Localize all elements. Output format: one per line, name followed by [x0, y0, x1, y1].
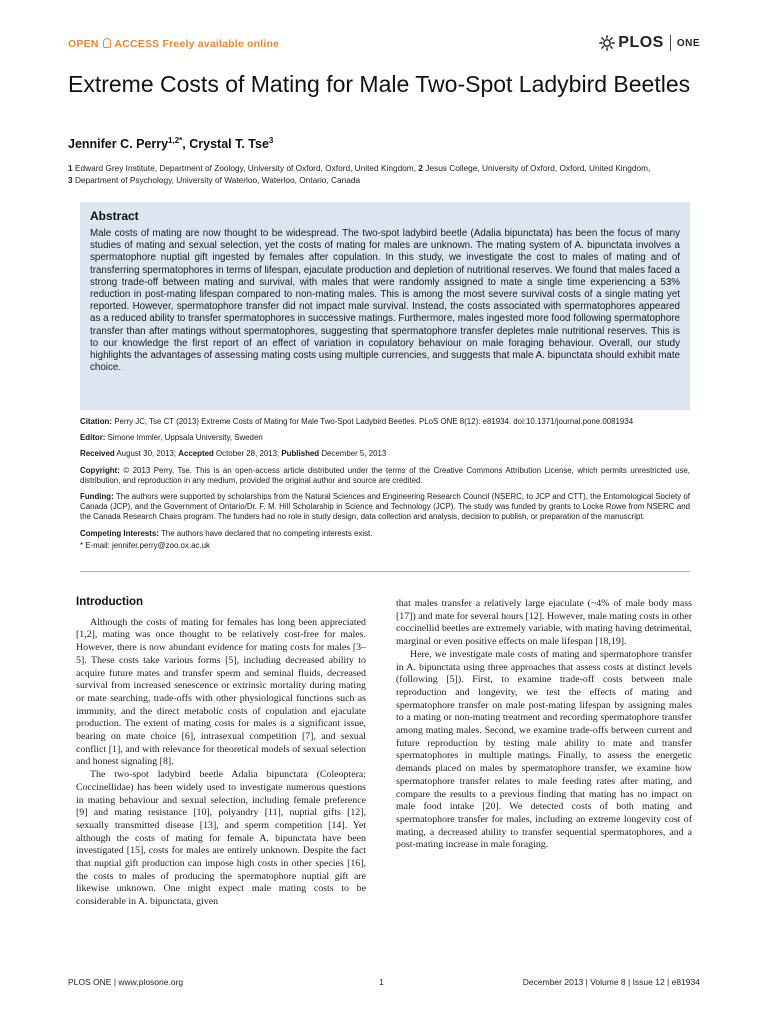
open-lock-icon — [103, 38, 111, 48]
article-title: Extreme Costs of Mating for Male Two-Spot Ladybird Beetles — [68, 71, 691, 97]
affiliations — [68, 162, 700, 186]
open-label: OPEN — [68, 38, 99, 50]
author-name: Jennifer C. Perry — [68, 137, 169, 152]
corresponding-email: * E-mail: jennifer.perry@zoo.ox.ac.uk — [80, 540, 210, 550]
article-metadata — [80, 417, 690, 553]
intro-paragraph-1: Although the costs of mating for females has long been appreciated [1,2], mating was once thought to be relatively cost-free for males. However, there is now abundant evidence for mating costs for males [3–5]. These costs take various forms [5], including decreased ability to acquire future mates and transfer sperm and seminal fluids, decreased survival from increased senescence or extrinsic mortality during mating or mate searching, trade-offs with other physiological functions such as immunity, and the direct metabolic costs of copulation and ejaculate production. The extent of mating costs for males is a significant issue, bearing on mate choice [6], intrasexual competition [7], and sexual conflict [1], and with relevance for theoretical models of sexual selection and honest signaling [8]. — [76, 616, 366, 768]
dates-row — [80, 449, 690, 459]
freely-available-label: Freely available online — [162, 38, 280, 50]
journal-header — [68, 34, 700, 56]
funding-row — [80, 492, 690, 523]
affiliation-number: 1 — [68, 163, 73, 173]
author-list — [68, 136, 273, 151]
right-column — [396, 598, 692, 852]
editor-row — [80, 433, 690, 443]
intro-paragraph-2: The two-spot ladybird beetle Adalia bipunctata (Coleoptera: Coccinellidae) has been widely used to investigate numerous questions in mating behaviour and sexual selection, including female preference [9] and mating resistance [10], polyandry [11], nuptial gifts [12], sexually transmitted disease [13], and sperm competition [14]. Yet although the costs of mating for female A. bipunctata have been investigated [15], costs for males are entirely unknown. Despite the fact that nuptial gift production can impose high costs in other species [16], the costs to males of producing the spermatophore nuptial gift are likewise unknown. One might expect male mating costs to be considerable in A. bipunctata, given — [76, 769, 366, 908]
metadata-divider — [80, 571, 690, 572]
affiliation-number: 2 — [418, 163, 423, 173]
affiliation-text: Department of Psychology, University of Waterloo, Waterloo, Ontario, Canada — [74, 175, 361, 185]
footer-issue-info: December 2013 | Volume 8 | Issue 12 | e81934 — [522, 977, 700, 987]
left-column — [76, 596, 366, 909]
introduction-heading: Introduction — [76, 596, 144, 608]
plos-one-logo — [599, 34, 700, 52]
logo-separator — [670, 35, 671, 51]
footer-journal-url: PLOS ONE | www.plosone.org — [68, 977, 184, 987]
author-name: Crystal T. Tse — [189, 137, 269, 152]
open-access-banner — [68, 38, 279, 50]
one-wordmark: ONE — [676, 37, 700, 49]
page-footer — [68, 977, 700, 991]
affiliation-number: 3 — [68, 175, 73, 185]
citation-label: Citation: — [80, 417, 112, 426]
access-label: ACCESS — [114, 38, 160, 50]
affiliation-text: Jesus College, University of Oxford, Oxford, United Kingdom, — [425, 163, 651, 173]
competing-interests-text: The authors have declared that no competing interests exist. — [160, 528, 373, 538]
published-date: December 5, 2013 — [321, 449, 387, 459]
competing-interests-label: Competing Interests: — [80, 528, 159, 538]
received-label: Received — [80, 449, 115, 459]
affiliation-text: Edward Grey Institute, Department of Zoology, University of Oxford, Oxford, United Kingdom, — [74, 163, 417, 173]
editor-label: Editor: — [80, 433, 106, 443]
copyright-row — [80, 466, 690, 486]
editor-text: Simone Immler, Uppsala University, Sweden — [107, 433, 263, 443]
accepted-date: October 28, 2013; — [216, 449, 280, 459]
copyright-text: © 2013 Perry, Tse. This is an open-access article distributed under the terms of the Creative Commons Attribution License, which permits unrestricted use, distribution, and reproduction in any medium, provided the original author and source are credited. — [80, 465, 690, 485]
email-row — [80, 541, 690, 551]
intro-paragraph-4: Here, we investigate male costs of mating and spermatophore transfer in A. bipunctata using three approaches that assess costs at distinct levels (following [5]). First, to examine trade-off costs between male reproduction and longevity, we test the effects of mating and spermatophore transfer on male post-mating lifespan by assigning males to a mating or non-mating treatment and recording spermatophore transfer among mating males. Second, we examine trade-offs between current and future reproduction by testing male ability to mate and transfer spermatophores in multiple matings. Finally, to assess the energetic demands placed on males by spermatophore transfer, we examine how spermatophore transfer relates to male feeding rates after mating, and compare the results to a previous finding that mating has no impact on male food intake [20]. We detected costs of both mating and spermatophore transfer for males, including an extreme longevity cost of mating, a decreased ability to transfer sequential spermatophores, and a post-mating increase in male foraging. — [396, 648, 692, 851]
accepted-label: Accepted — [178, 449, 214, 459]
author-separator: , — [182, 137, 190, 152]
author-superscript: 1,2* — [168, 136, 183, 145]
received-date: August 30, 2013; — [116, 449, 177, 459]
competing-interests-row — [80, 529, 690, 539]
author-superscript: 3 — [268, 136, 274, 145]
copyright-label: Copyright: — [80, 465, 120, 475]
intro-paragraph-3: that males transfer a relatively large ejaculate (~4% of male body mass [17]) and mate for several hours [12]. However, male mating costs in other coccinellid beetles are extremely variable, with mating having detrimental, marginal or even positive effects on male lifespan [18,19]. — [396, 598, 692, 648]
funding-label: Funding: — [80, 492, 114, 502]
abstract-text: Male costs of mating are now thought to be widespread. The two-spot ladybird beetle (Adalia bipunctata) has been the focus of many studies of mating and sexual selection, yet the costs of mating for males are unknown. The mating system of A. bipunctata involves a spermatophore nuptial gift ingested by females after copulation. In this study, we investigate the cost to males of mating and of transferring spermatophores in terms of lifespan, ejaculate production and depletion of nutritional reserves. We found that males faced a strong trade-off between mating and survival, with males that were randomly assigned to mate a single time experiencing a 53% reduction in post-mating lifespan compared to non-mating males. This is among the most severe survival costs of a single mating yet reported. However, spermatophore transfer did not impact male survival. Instead, the costs associated with spermatophores appeared as a reduced ability to transfer spermatophores in successive matings. Furthermore, males ingested more food following spermatophore transfer than after matings without spermatophores, suggesting that spermatophore transfer depletes male nutritional reserves. This is to our knowledge the first report of an effect of variation in copulatory behaviour on male foraging behaviour. Overall, our study highlights the advantages of assessing mating costs using multiple currencies, and suggests that male A. bipunctata should exhibit mate choice. — [90, 228, 680, 374]
abstract-box — [80, 202, 690, 410]
citation-row — [80, 417, 690, 427]
published-label: Published — [281, 449, 320, 459]
plos-sun-icon — [599, 35, 615, 51]
abstract-heading: Abstract — [90, 209, 139, 223]
citation-text: Perry JC, Tse CT (2013) Extreme Costs of Mating for Male Two-Spot Ladybird Beetles. PLoS ONE 8(12): e81934. doi:10.1371/journal.pone.0081934 — [114, 417, 634, 426]
footer-page-number: 1 — [379, 977, 384, 987]
plos-wordmark: PLOS — [618, 34, 664, 51]
funding-text: The authors were supported by scholarships from the Natural Sciences and Engineering Research Council (NSERC, to JCP and CTT), the Entomological Society of Canada (JCP), and the Government of Ontario/Dr. F. M. Hill Scholarship in Science and Technology (JCP). The study was funded by grants to Locke Rowe from NSERC and the Canada Research Chairs program. The funders had no role in study design, data collection and analysis, decision to publish, or preparation of the manuscript. — [80, 492, 690, 522]
